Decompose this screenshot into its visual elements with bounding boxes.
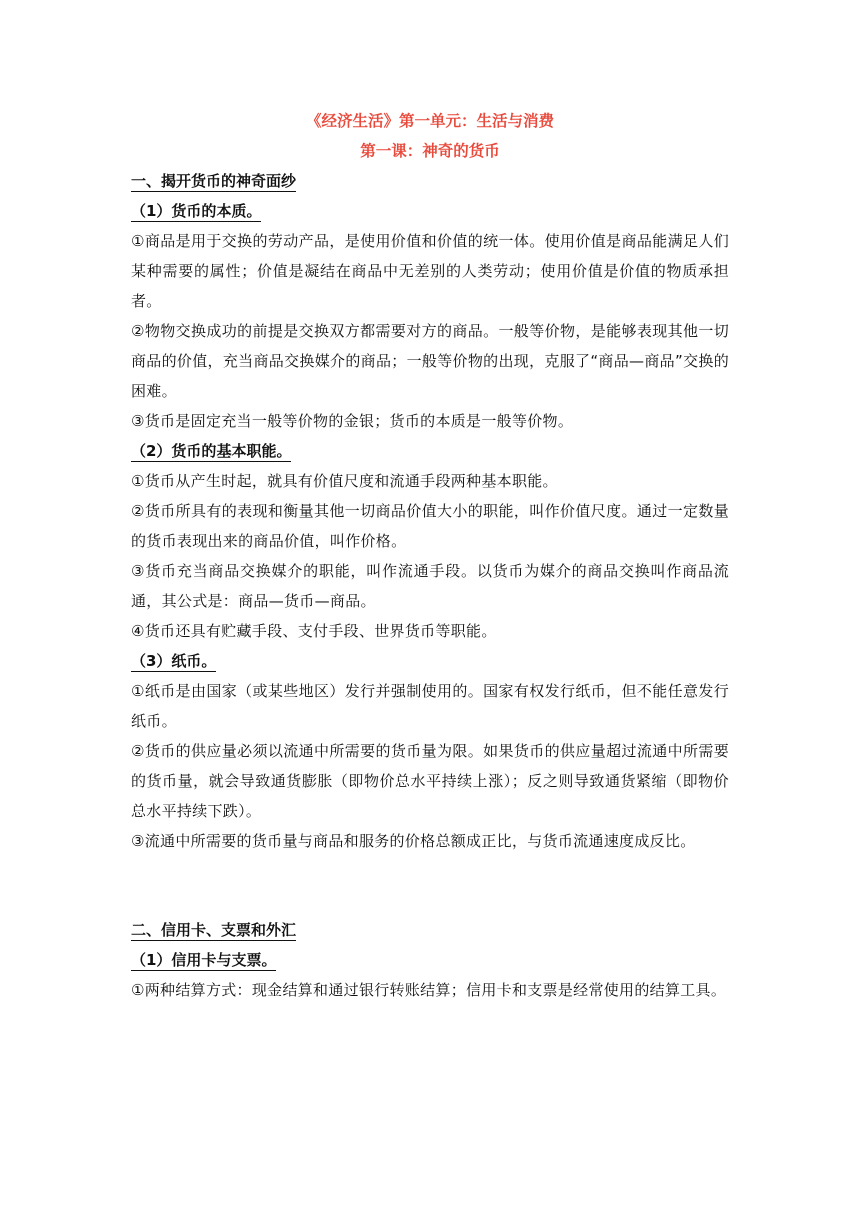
section-spacer xyxy=(131,856,729,915)
paragraph: ③货币是固定充当一般等价物的金银；货币的本质是一般等价物。 xyxy=(131,412,574,430)
section-heading: 二、信用卡、支票和外汇 xyxy=(131,921,297,939)
subsection-heading: （1）信用卡与支票。 xyxy=(131,951,277,969)
paragraph: ②货币所具有的表现和衡量其他一切商品价值大小的职能，叫作价值尺度。通过一定数量的货币表现出来的商品价值，叫作价格。 xyxy=(131,502,729,550)
lesson-title: 第一课：神奇的货币 xyxy=(360,142,500,160)
subsection-heading: （1）货币的本质。 xyxy=(131,202,262,220)
paragraph: ②物物交换成功的前提是交换双方都需要对方的商品。一般等价物，是能够表现其他一切商品的价值，充当商品交换媒介的商品；一般等价物的出现，克服了“商品—商品”交换的困难。 xyxy=(131,322,729,400)
subsection-heading: （2）货币的基本职能。 xyxy=(131,442,292,460)
paragraph: ②货币的供应量必须以流通中所需要的货币量为限。如果货币的供应量超过流通中所需要的货币量，就会导致通货膨胀（即物价总水平持续上涨）；反之则导致通货紧缩（即物价总水平持续下跌）。 xyxy=(131,742,729,820)
paragraph: ④货币还具有贮藏手段、支付手段、世界货币等职能。 xyxy=(131,622,497,640)
paragraph: ①纸币是由国家（或某些地区）发行并强制使用的。国家有权发行纸币，但不能任意发行纸币。 xyxy=(131,682,729,730)
paragraph: ③流通中所需要的货币量与商品和服务的价格总额成正比，与货币流通速度成反比。 xyxy=(131,832,696,850)
paragraph: ③货币充当商品交换媒介的职能，叫作流通手段。以货币为媒介的商品交换叫作商品流通，其公式是：商品—货币—商品。 xyxy=(131,562,729,610)
paragraph: ①货币从产生时起，就具有价值尺度和流通手段两种基本职能。 xyxy=(131,472,558,490)
paragraph: ①两种结算方式：现金结算和通过银行转账结算；信用卡和支票是经常使用的结算工具。 xyxy=(131,981,727,999)
subsection-heading: （3）纸币。 xyxy=(131,652,217,670)
section-heading: 一、揭开货币的神奇面纱 xyxy=(131,172,297,190)
paragraph: ①商品是用于交换的劳动产品，是使用价值和价值的统一体。使用价值是商品能满足人们某种需要的属性；价值是凝结在商品中无差别的人类劳动；使用价值是价值的物质承担者。 xyxy=(131,232,729,310)
document-title: 《经济生活》第一单元：生活与消费 xyxy=(305,112,554,130)
document-page xyxy=(131,106,729,1005)
